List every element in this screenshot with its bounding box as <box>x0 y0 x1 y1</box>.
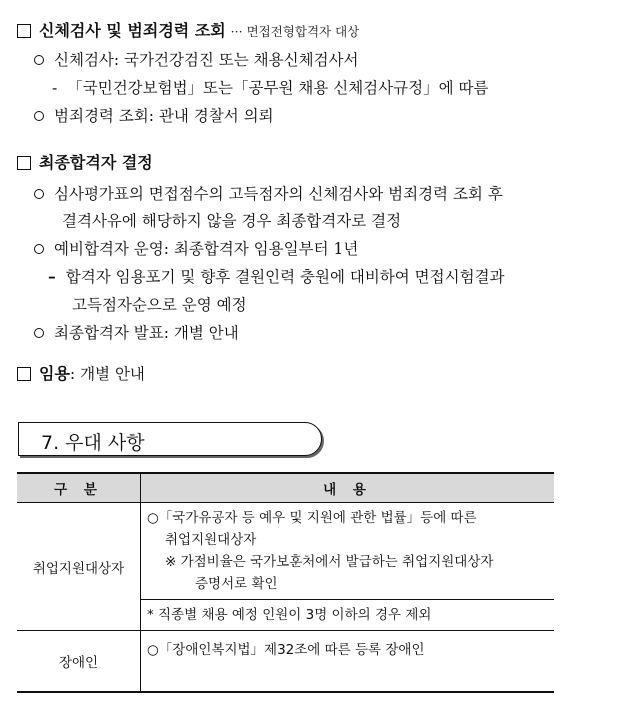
content-line: ○「장애인복지법」제32조에 따른 등록 장애인 <box>147 642 425 658</box>
list-item <box>34 322 239 344</box>
section-heading-appointment <box>17 363 145 385</box>
column-header-content: 내 용 <box>141 473 555 503</box>
item-text: 합격자 임용포기 및 향후 결원인력 충원에 대비하여 면접시험결과 <box>65 268 505 286</box>
section-heading-final <box>17 152 153 174</box>
table-row <box>17 631 554 693</box>
list-item <box>34 238 358 260</box>
list-item <box>34 183 503 205</box>
circle-bullet-icon <box>34 111 44 121</box>
content-line: 취업지원대상자 <box>165 532 257 548</box>
column-header-category: 구 분 <box>17 473 141 503</box>
list-sub-item <box>48 266 505 288</box>
item-text: 예비합격자 운영: 최종합격자 임용일부터 1년 <box>54 240 359 258</box>
section-subtitle: ··· 면접전형합격자 대상 <box>230 24 360 39</box>
section-tab-label: 7. 우대 사항 <box>41 432 145 454</box>
checkbox-square-icon <box>17 156 31 170</box>
checkbox-square-icon <box>17 367 31 381</box>
section-tab <box>18 422 322 456</box>
item-text: 범죄경력 조회: 관내 경찰서 의뢰 <box>54 107 274 125</box>
item-text: 「국민건강보험법」또는「공무원 채용 신체검사규정」에 따름 <box>67 79 489 97</box>
circle-bullet-icon <box>34 55 44 65</box>
item-text: 심사평가표의 면접점수의 고득점자의 신체검사와 범죄경력 조회 후 <box>54 185 503 203</box>
dash-bullet-icon: – <box>48 267 56 286</box>
row-content <box>141 631 555 693</box>
checkbox-square-icon <box>17 24 31 38</box>
item-text: 최종합격자 발표: 개별 안내 <box>54 324 239 342</box>
circle-bullet-icon <box>34 328 44 338</box>
section-title: 신체검사 및 범죄경력 조회 <box>39 21 226 40</box>
list-item <box>34 105 274 127</box>
section-text: : 개별 안내 <box>69 365 145 383</box>
list-sub-item <box>52 77 488 99</box>
preference-table <box>17 472 554 693</box>
row-category: 장애인 <box>17 631 141 693</box>
table-row <box>17 503 554 600</box>
section-title: 최종합격자 결정 <box>39 153 153 172</box>
item-text: 신체검사: 국가건강검진 또는 채용신체검사서 <box>54 51 359 69</box>
section-heading-physical <box>17 20 359 43</box>
circle-bullet-icon <box>34 189 44 199</box>
table-header-row <box>17 473 554 503</box>
dash-bullet-icon: - <box>52 79 58 97</box>
list-sub-item-continuation: 고득점자순으로 운영 예정 <box>72 296 247 314</box>
content-line: ※ 가점비율은 국가보훈처에서 발급하는 취업지원대상자 <box>165 554 494 570</box>
list-item <box>34 49 359 71</box>
row-content <box>141 503 555 600</box>
circle-bullet-icon <box>34 244 44 254</box>
content-line: ○「국가유공자 등 예우 및 지원에 관한 법률」등에 따른 <box>147 510 477 526</box>
content-line: 증명서로 확인 <box>195 576 278 592</box>
row-category: 취업지원대상자 <box>17 503 141 631</box>
list-item-continuation: 결격사유에 해당하지 않을 경우 최종합격자로 결정 <box>62 212 402 230</box>
row-note: * 직종별 채용 예정 인원이 3명 이하의 경우 제외 <box>141 600 555 631</box>
section-title: 임용 <box>39 364 70 383</box>
